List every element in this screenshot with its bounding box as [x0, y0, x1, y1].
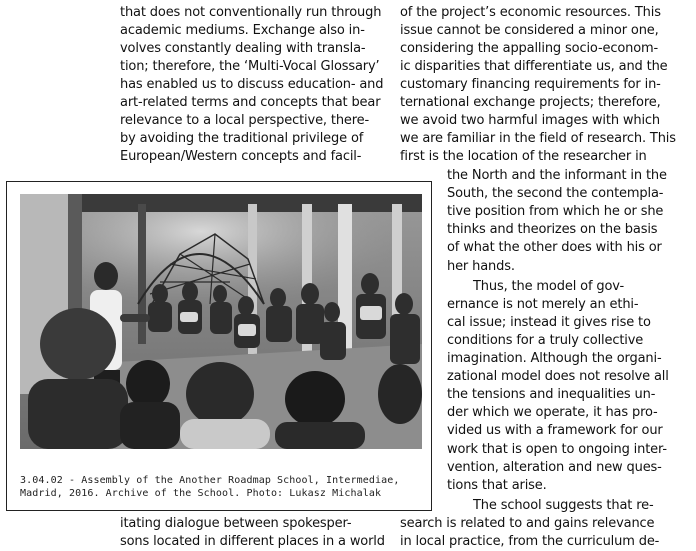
right-narrow-line-4: thinks and theorizes on the basis: [447, 222, 658, 237]
right-narrow-line-1: the North and the informant in the: [447, 168, 667, 183]
right-narrow-line-6: her hands.: [447, 259, 515, 274]
right-narrow-line-9: cal issue; instead it gives rise to: [447, 315, 651, 330]
right-col-bottom-line-1: search is related to and gains relevance: [400, 516, 655, 531]
right-col-bottom-line-2: in local practice, from the curriculum de-: [400, 534, 660, 549]
left-col-bottom-line-1: itating dialogue between spokesper-: [120, 516, 352, 531]
left-col-line-6: art-related terms and concepts that bear: [120, 95, 381, 110]
left-col-line-9: European/Western concepts and facil-: [120, 149, 362, 164]
right-narrow-line-14: der which we operate, it has pro-: [447, 405, 658, 420]
figure-photo: [20, 194, 422, 449]
right-col-line-9: first is the location of the researcher in: [400, 149, 647, 164]
right-narrow-line-7: Thus, the model of gov-: [473, 279, 624, 294]
right-narrow-line-12: zational model does not resolve all: [447, 369, 669, 384]
left-col-line-5: has enabled us to discuss education- and: [120, 77, 384, 92]
right-col-line-5: customary financing requirements for in-: [400, 77, 661, 92]
right-narrow-line-5: of what the other does with his or: [447, 240, 662, 255]
right-narrow-line-11: imagination. Although the organi-: [447, 351, 662, 366]
right-narrow-line-15: vided us with a framework for our: [447, 423, 663, 438]
left-col-line-8: by avoiding the traditional privilege of: [120, 131, 364, 146]
left-col-line-4: tion; therefore, the ‘Multi-Vocal Glossary’: [120, 59, 380, 74]
figure-caption-line-1: 3.04.02 - Assembly of the Another Roadmap School, Intermediae,: [20, 475, 400, 486]
right-narrow-line-18: tions that arise.: [447, 478, 547, 493]
left-col-line-2: academic mediums. Exchange also in-: [120, 23, 365, 38]
right-narrow-line-2: South, the second the contempla-: [447, 186, 664, 201]
right-narrow-line-17: vention, alteration and new ques-: [447, 460, 662, 475]
right-narrow-line-13: the tensions and inequalities un-: [447, 387, 656, 402]
right-narrow-line-8: ernance is not merely an ethi-: [447, 297, 639, 312]
right-col-line-4: ic disparities that differentiate us, and the: [400, 59, 668, 74]
assembly-photo-illustration: [20, 194, 422, 449]
right-narrow-line-3: tive position from which he or she: [447, 204, 664, 219]
right-col-line-7: we avoid two harmful images with which: [400, 113, 661, 128]
figure-caption-line-2: Madrid, 2016. Archive of the School. Photo: Lukasz Michalak: [20, 488, 382, 499]
right-col-line-6: ternational exchange projects; therefore,: [400, 95, 661, 110]
right-col-line-1: of the project’s economic resources. This: [400, 5, 661, 20]
right-col-line-3: considering the appalling socio-econom-: [400, 41, 659, 56]
right-col-line-8: we are familiar in the field of research. This: [400, 131, 676, 146]
right-narrow-line-16: work that is open to ongoing inter-: [447, 442, 667, 457]
left-col-line-7: relevance to a local perspective, there-: [120, 113, 370, 128]
left-col-line-1: that does not conventionally run through: [120, 5, 382, 20]
left-col-bottom-line-2: sons located in different places in a world: [120, 534, 385, 549]
right-narrow-line-19: The school suggests that re-: [473, 498, 654, 513]
right-narrow-line-10: conditions for a truly collective: [447, 333, 644, 348]
right-col-line-2: issue cannot be considered a minor one,: [400, 23, 659, 38]
left-col-line-3: volves constantly dealing with transla-: [120, 41, 366, 56]
